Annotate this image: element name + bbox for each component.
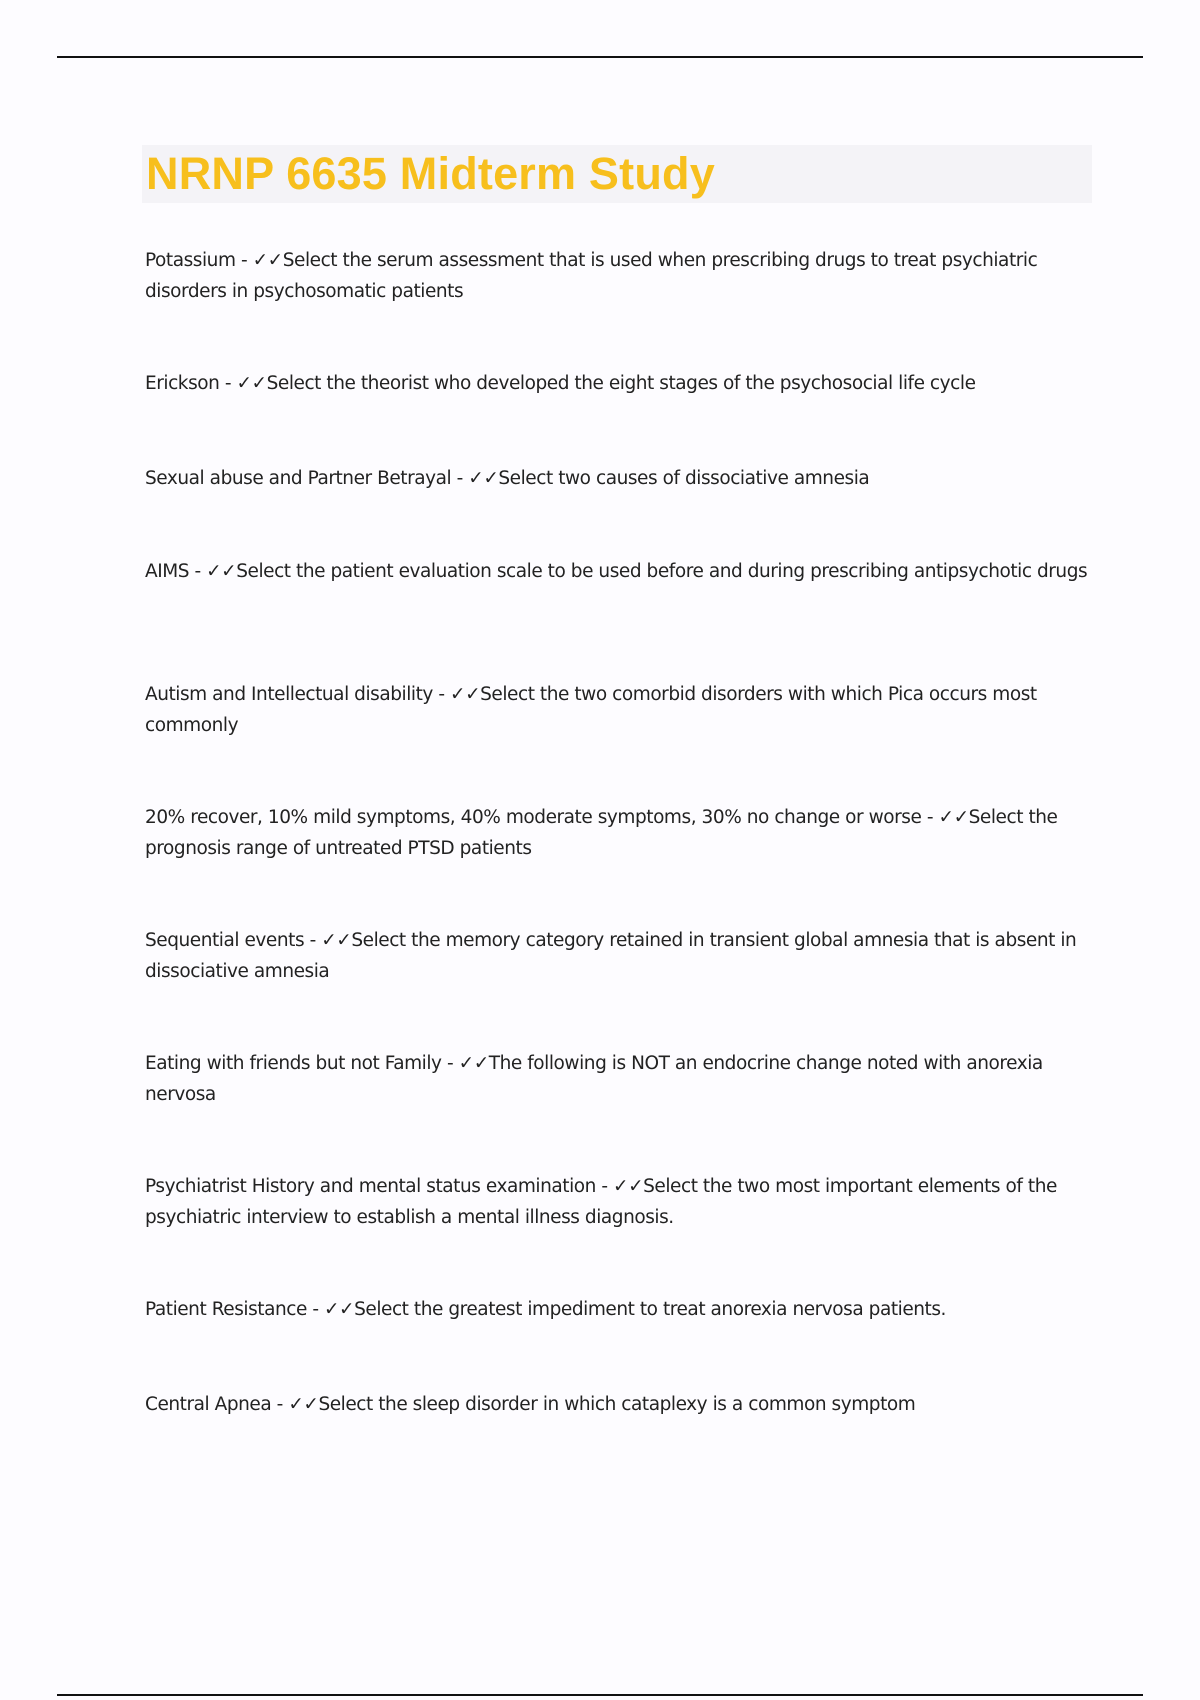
qa-separator: -: [921, 807, 939, 828]
qa-question: Select the sleep disorder in which cataplexy is a common symptom: [318, 1394, 916, 1415]
qa-item-11: [145, 1390, 1100, 1421]
double-check-icon: ✓✓: [323, 1299, 355, 1320]
double-check-icon: ✓✓: [252, 250, 283, 271]
qa-question: Select the theorist who developed the eight stages of the psychosocial life cycle: [266, 373, 976, 394]
qa-question: Select the greatest impediment to treat anorexia nervosa patients.: [354, 1299, 946, 1320]
qa-separator: -: [235, 250, 253, 271]
double-check-icon: ✓✓: [450, 684, 481, 705]
qa-separator: -: [304, 930, 322, 951]
qa-answer: Potassium: [145, 250, 236, 271]
top-rule: [57, 56, 1143, 58]
qa-answer: Psychiatrist History and mental status examination: [145, 1176, 596, 1197]
qa-item-8: [145, 1049, 1100, 1110]
qa-item-3: [145, 464, 1100, 495]
qa-separator: -: [271, 1394, 289, 1415]
qa-question: Select the prognosis range of untreated PTSD patients: [145, 807, 1058, 859]
qa-item-5: [145, 680, 1100, 741]
qa-separator: -: [189, 561, 207, 582]
qa-separator: -: [595, 1176, 614, 1197]
qa-question: Select the serum assessment that is used when prescribing drugs to treat psychiatric disorders in psychosomatic patients: [145, 250, 1038, 302]
qa-answer: Patient Resistance: [145, 1299, 307, 1320]
double-check-icon: ✓✓: [458, 1053, 489, 1074]
qa-answer: Sexual abuse and Partner Betrayal: [145, 468, 452, 489]
qa-question: Select the memory category retained in transient global amnesia that is absent in dissociative amnesia: [145, 930, 1077, 982]
qa-item-1: [145, 246, 1100, 307]
qa-answer: Sequential events: [145, 930, 305, 951]
qa-item-4: [145, 557, 1100, 588]
double-check-icon: ✓✓: [613, 1176, 644, 1197]
double-check-icon: ✓✓: [288, 1394, 319, 1415]
double-check-icon: ✓✓: [236, 373, 267, 394]
qa-separator: -: [432, 684, 451, 705]
qa-item-10: [145, 1295, 1100, 1326]
double-check-icon: ✓✓: [938, 807, 969, 828]
double-check-icon: ✓✓: [321, 930, 352, 951]
qa-separator: -: [219, 373, 237, 394]
qa-separator: -: [441, 1053, 459, 1074]
qa-question: Select the two comorbid disorders with which Pica occurs most commonly: [145, 684, 1037, 736]
qa-separator: -: [451, 468, 469, 489]
qa-item-6: [145, 803, 1100, 864]
document-title: NRNP 6635 Midterm Study: [146, 148, 715, 199]
double-check-icon: ✓✓: [468, 468, 499, 489]
qa-answer: Central Apnea: [145, 1394, 272, 1415]
qa-item-7: [145, 926, 1100, 987]
qa-answer: Autism and Intellectual disability: [145, 684, 433, 705]
qa-item-9: [145, 1172, 1100, 1233]
qa-question: The following is NOT an endocrine change noted with anorexia nervosa: [145, 1053, 1043, 1105]
qa-answer: AIMS: [145, 561, 190, 582]
qa-question: Select two causes of dissociative amnesia: [498, 468, 870, 489]
qa-separator: -: [306, 1299, 324, 1320]
qa-answer: Eating with friends but not Family: [145, 1053, 442, 1074]
qa-question: Select the two most important elements of the psychiatric interview to establish a mental illness diagnosis.: [145, 1176, 1057, 1228]
qa-answer: Erickson: [145, 373, 220, 394]
qa-item-2: [145, 369, 1100, 400]
qa-answer: 20% recover, 10% mild symptoms, 40% moderate symptoms, 30% no change or worse: [145, 807, 922, 828]
double-check-icon: ✓✓: [206, 561, 237, 582]
bottom-rule: [57, 1694, 1143, 1696]
qa-question: Select the patient evaluation scale to be used before and during prescribing antipsychotic drugs: [236, 561, 1088, 582]
